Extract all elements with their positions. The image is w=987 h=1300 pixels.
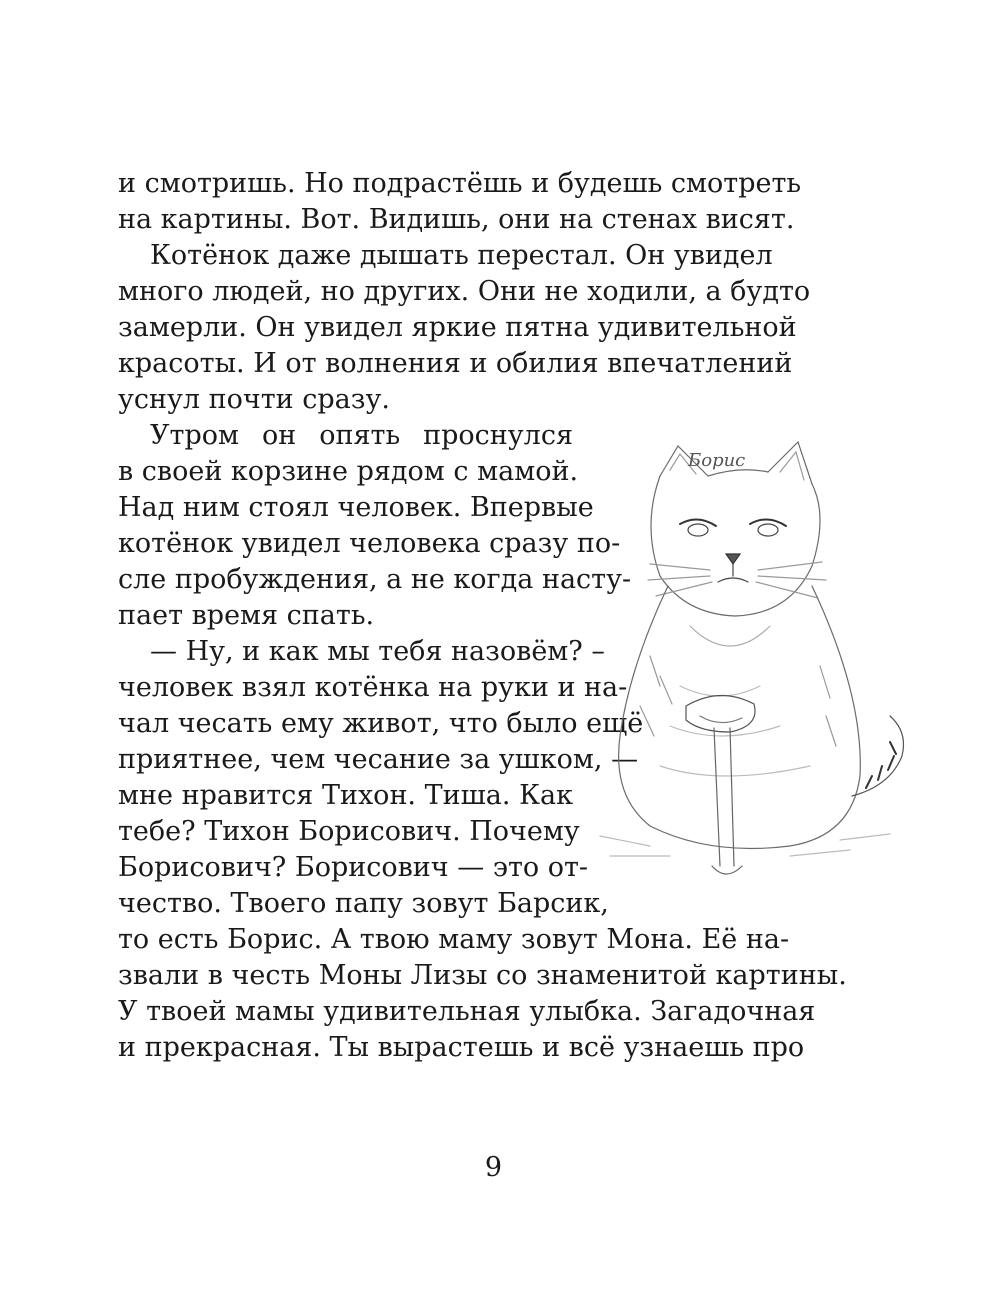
text-line: У твоей мамы удивительная улыбка. Загадочная	[118, 996, 816, 1027]
text-line: Борисович? Борисович — это от-	[118, 852, 589, 883]
text-line: сле пробуждения, а не когда насту-	[118, 564, 632, 595]
text-line: Котёнок даже дышать перестал. Он увидел	[150, 240, 773, 271]
text-line: — Ну, и как мы тебя назовём? –	[150, 636, 605, 667]
text-line: приятнее, чем чесание за ушком, —	[118, 744, 639, 775]
text-line: то есть Борис. А твою маму зовут Мона. Её на-	[118, 924, 790, 955]
cat-sketch	[590, 436, 938, 906]
text-line: замерли. Он увидел яркие пятна удивительной	[118, 312, 797, 343]
text-line: человек взял котёнка на руки и на-	[118, 672, 628, 703]
illustration-label: Борис	[688, 450, 746, 471]
text-line: красоты. И от волнения и обилия впечатлений	[118, 348, 793, 379]
text-line: и смотришь. Но подрастёшь и будешь смотреть	[118, 168, 802, 199]
page-number: 9	[484, 1152, 503, 1183]
text-line: на картины. Вот. Видишь, они на стенах висят.	[118, 204, 795, 235]
text-line: чество. Твоего папу зовут Барсик,	[118, 888, 609, 919]
text-line: и прекрасная. Ты вырастешь и всё узнаешь про	[118, 1032, 805, 1063]
text-line: Над ним стоял человек. Впервые	[118, 492, 594, 523]
text-line: Утром он опять проснулся	[150, 420, 573, 451]
text-line: пает время спать.	[118, 600, 375, 631]
text-line: много людей, но других. Они не ходили, а будто	[118, 276, 811, 307]
text-line: звали в честь Моны Лизы со знаменитой картины.	[118, 960, 847, 991]
text-line: тебе? Тихон Борисович. Почему	[118, 816, 580, 847]
text-line: чал чесать ему живот, что было ещё	[118, 708, 644, 739]
text-line: мне нравится Тихон. Тиша. Как	[118, 780, 573, 811]
text-line: в своей корзине рядом с мамой.	[118, 456, 579, 487]
cat-illustration	[590, 436, 938, 906]
text-line: котёнок увидел человека сразу по-	[118, 528, 621, 559]
text-line: уснул почти сразу.	[118, 384, 390, 415]
